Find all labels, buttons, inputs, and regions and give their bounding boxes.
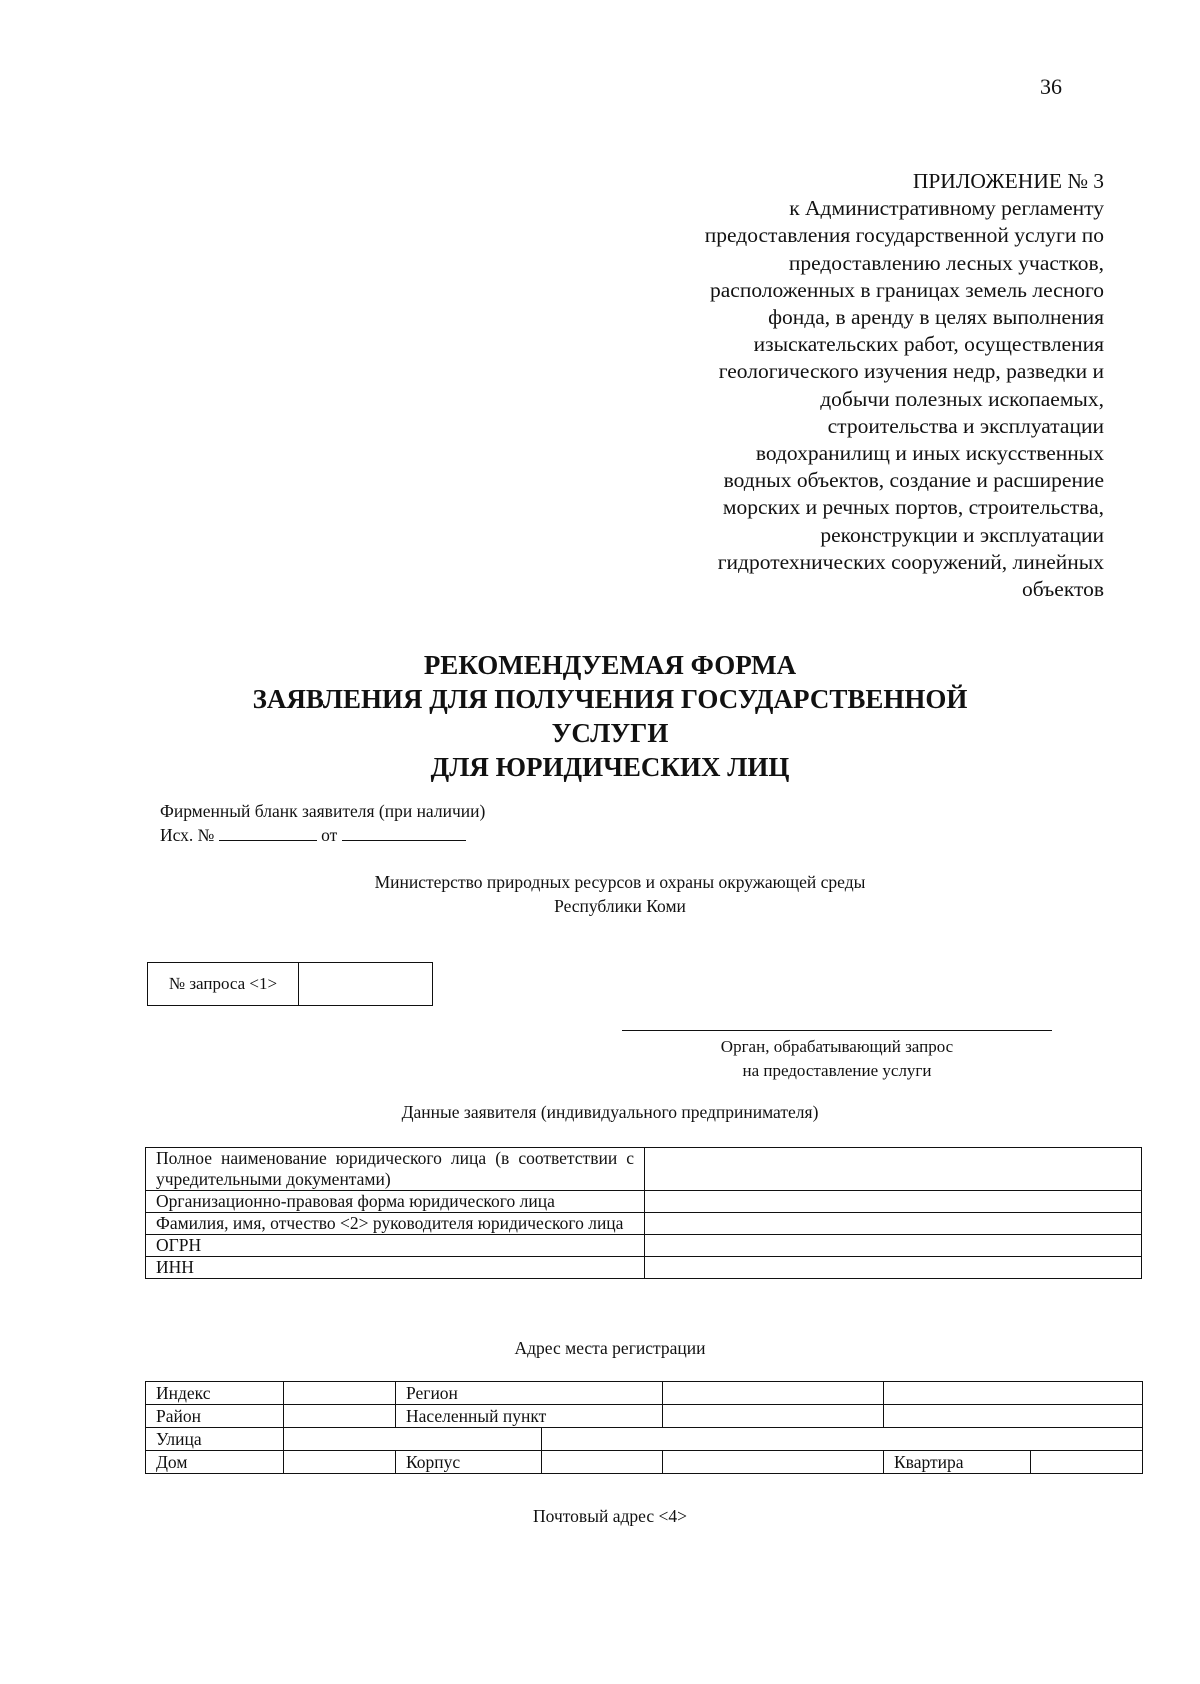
appendix-line: гидротехнических сооружений, линейных: [717, 549, 1104, 574]
outgoing-number-field[interactable]: [219, 824, 317, 841]
applicant-field-value[interactable]: [645, 1191, 1142, 1213]
address-section-caption: Адрес места регистрации: [514, 1338, 706, 1358]
appendix-line: фонда, в аренду в целях выполнения: [768, 305, 1104, 330]
table-row: [146, 1451, 1143, 1474]
appendix-line: морских и речных портов, строительства,: [722, 495, 1104, 520]
appendix-line: предоставления государственной услуги по: [704, 223, 1104, 248]
address-value-district[interactable]: [284, 1405, 396, 1428]
applicant-field-value[interactable]: [645, 1257, 1142, 1279]
appendix-line: изыскательских работ, осуществления: [753, 332, 1104, 357]
address-label-district: Район: [146, 1405, 284, 1428]
ministry-line: Министерство природных ресурсов и охраны окружающей среды: [374, 872, 866, 892]
applicant-data-table: [145, 1147, 1142, 1279]
applicant-section-caption: Данные заявителя (индивидуального предпринимателя): [401, 1102, 819, 1122]
outgoing-number-line: [160, 823, 485, 847]
applicant-field-label: ОГРН: [146, 1235, 645, 1257]
title-line: РЕКОМЕНДУЕМАЯ ФОРМА: [423, 650, 797, 680]
organ-caption: [622, 1035, 1052, 1083]
organ-caption-line: Орган, обрабатывающий запрос: [720, 1037, 954, 1056]
appendix-line: ПРИЛОЖЕНИЕ № 3: [912, 169, 1104, 193]
address-label-apartment: Квартира: [884, 1451, 1031, 1474]
organ-caption-line: на предоставление услуги: [742, 1061, 932, 1080]
request-number-field[interactable]: [299, 963, 432, 1005]
table-row: [146, 1235, 1142, 1257]
title-line: ЗАЯВЛЕНИЯ ДЛЯ ПОЛУЧЕНИЯ ГОСУДАРСТВЕННОЙ: [252, 684, 968, 714]
address-value-settlement-extra[interactable]: [884, 1405, 1143, 1428]
address-label-region: Регион: [396, 1382, 663, 1405]
appendix-line: водных объектов, создание и расширение: [723, 468, 1104, 493]
address-label-street: Улица: [146, 1428, 284, 1451]
address-label-index: Индекс: [146, 1382, 284, 1405]
request-number-label: № запроса <1>: [148, 963, 299, 1005]
postal-address-caption: Почтовый адрес <4>: [533, 1506, 687, 1526]
address-label-building: Корпус: [396, 1451, 542, 1474]
address-value-building[interactable]: [542, 1451, 663, 1474]
applicant-field-label: Фамилия, имя, отчество <2> руководителя юридического лица: [146, 1213, 645, 1235]
address-value-index[interactable]: [284, 1382, 396, 1405]
appendix-line: реконструкции и эксплуатации: [820, 522, 1104, 547]
appendix-line: предоставлению лесных участков,: [788, 250, 1104, 275]
appendix-line: объектов: [1022, 577, 1104, 602]
address-value-street[interactable]: [284, 1428, 542, 1451]
applicant-field-value[interactable]: [645, 1235, 1142, 1257]
title-line: УСЛУГИ: [551, 718, 669, 748]
appendix-line: к Административному регламенту: [789, 196, 1104, 221]
request-number-box: [147, 962, 433, 1006]
ministry-line: Республики Коми: [554, 896, 686, 916]
appendix-line: водохранилищ и иных искусственных: [755, 441, 1104, 466]
table-row: [146, 1191, 1142, 1213]
appendix-line: добычи полезных ископаемых,: [820, 386, 1104, 411]
address-value-building-extra[interactable]: [663, 1451, 884, 1474]
address-value-region-extra[interactable]: [884, 1382, 1143, 1405]
applicant-field-label: Полное наименование юридического лица (в соответствии с учредительными документами): [146, 1148, 645, 1191]
address-value-apartment[interactable]: [1031, 1451, 1143, 1474]
table-row: [146, 1428, 1143, 1451]
address-value-settlement[interactable]: [663, 1405, 884, 1428]
title-line: ДЛЯ ЮРИДИЧЕСКИХ ЛИЦ: [430, 752, 790, 782]
table-row: [146, 1213, 1142, 1235]
date-prefix: от: [321, 825, 338, 845]
address-value-street-extra[interactable]: [542, 1428, 1143, 1451]
form-title: [150, 648, 1070, 784]
outgoing-prefix: Исх. №: [160, 825, 215, 845]
appendix-line: геологического изучения недр, разведки и: [718, 359, 1104, 384]
applicant-field-value[interactable]: [645, 1213, 1142, 1235]
applicant-field-label: ИНН: [146, 1257, 645, 1279]
applicant-field-label: Организационно-правовая форма юридического лица: [146, 1191, 645, 1213]
registration-address-table: [145, 1381, 1143, 1474]
letterhead-block: [160, 799, 485, 847]
outgoing-date-field[interactable]: [342, 824, 466, 841]
appendix-line: строительства и эксплуатации: [827, 413, 1104, 438]
page-number: 36: [1040, 74, 1062, 99]
address-label-settlement: Населенный пункт: [396, 1405, 663, 1428]
ministry-addressee: [300, 870, 940, 918]
appendix-line: расположенных в границах земель лесного: [709, 277, 1104, 302]
table-row: [146, 1405, 1143, 1428]
table-row: [146, 1382, 1143, 1405]
organ-signature-line[interactable]: [622, 1030, 1052, 1031]
table-row: [146, 1148, 1142, 1191]
address-value-region[interactable]: [663, 1382, 884, 1405]
address-value-house[interactable]: [284, 1451, 396, 1474]
table-row: [146, 1257, 1142, 1279]
address-label-house: Дом: [146, 1451, 284, 1474]
applicant-field-value[interactable]: [645, 1148, 1142, 1191]
letterhead-caption: Фирменный бланк заявителя (при наличии): [160, 801, 486, 821]
appendix-header: [584, 168, 1104, 603]
